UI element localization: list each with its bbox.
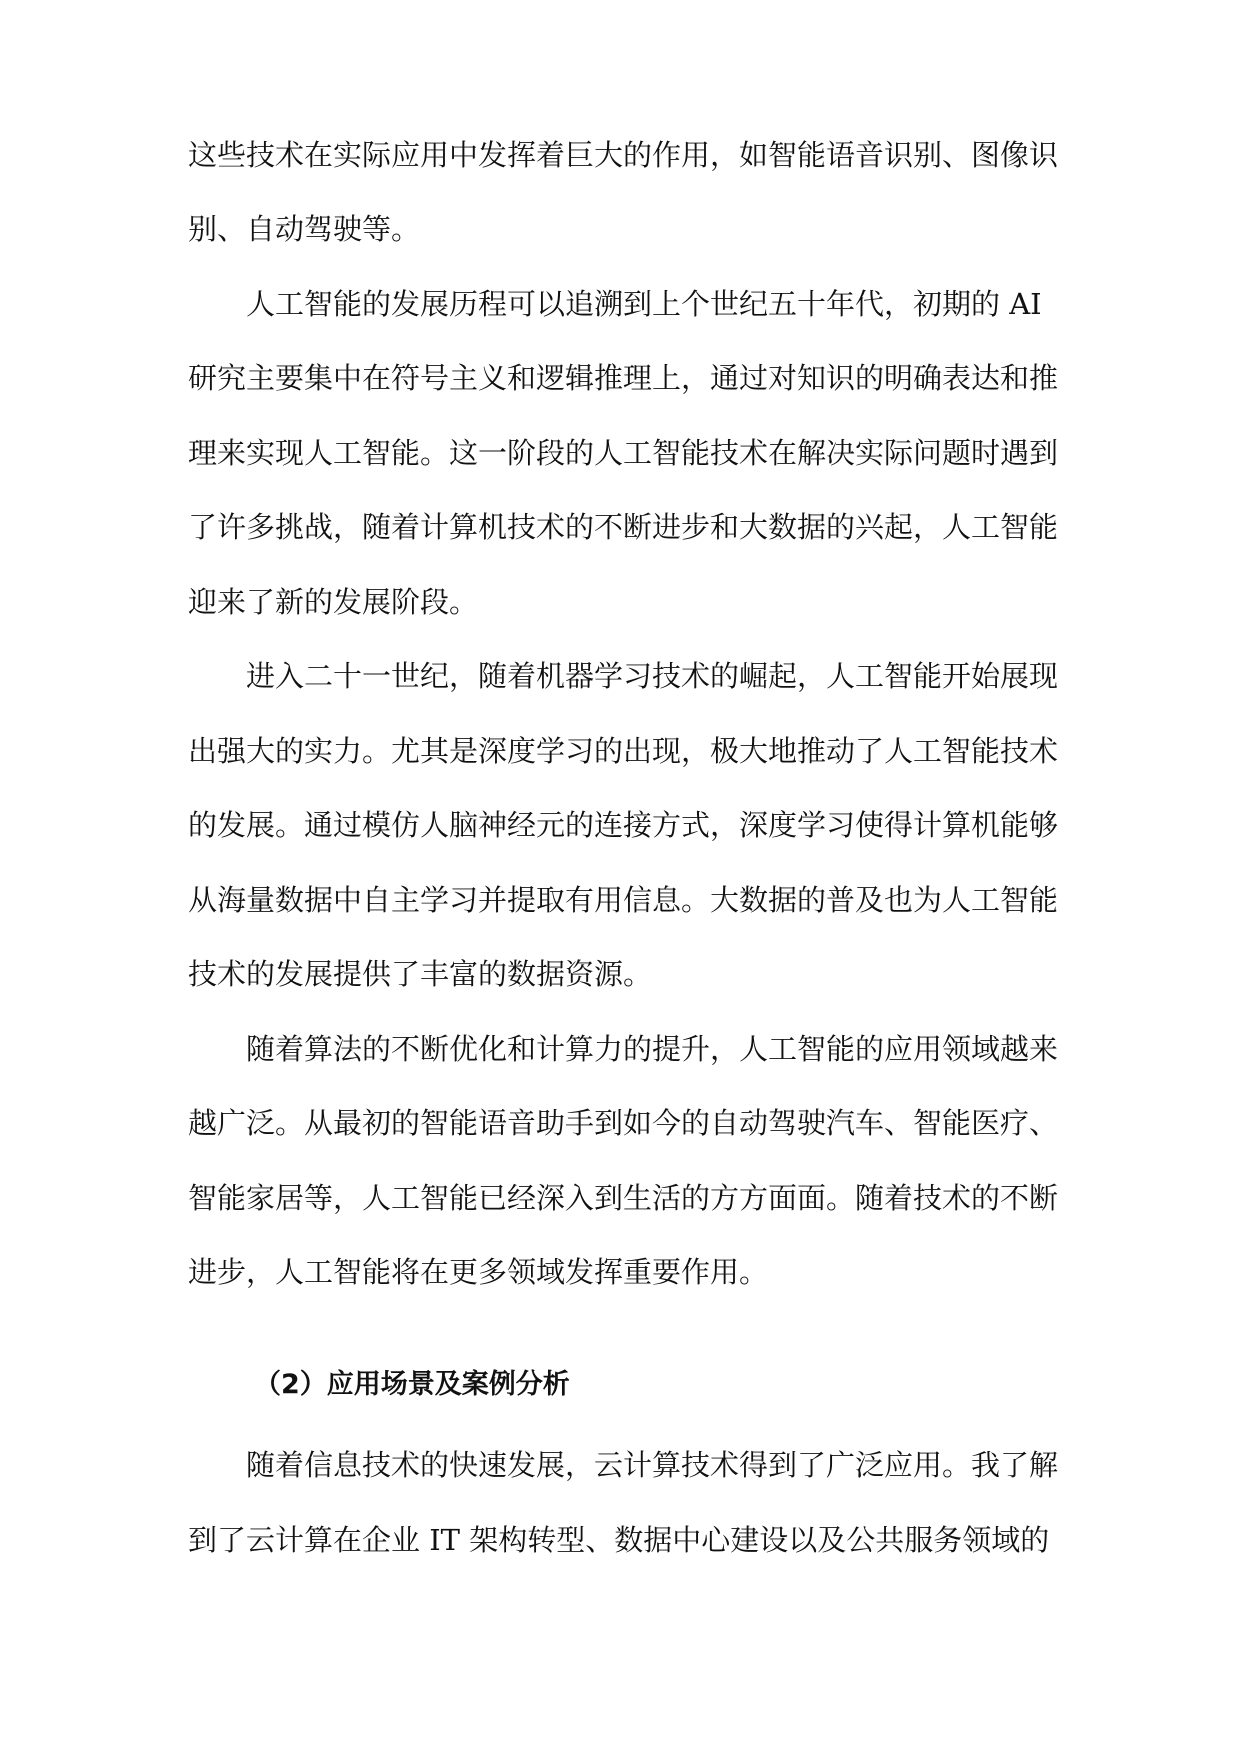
paragraph-2-line-1: 人工智能的发展历程可以追溯到上个世纪五十年代，初期的 AI [246,287,1042,321]
paragraph-4-line-2: 越广泛。从最初的智能语音助手到如今的自动驾驶汽车、智能医疗、 [188,1106,1059,1140]
paragraph-3-line-3: 的发展。通过模仿人脑神经元的连接方式，深度学习使得计算机能够 [188,808,1059,842]
paragraph-3-line-5: 技术的发展提供了丰富的数据资源。 [188,957,653,991]
paragraph-3-line-1: 进入二十一世纪，随着机器学习技术的崛起，人工智能开始展现 [246,659,1059,693]
section-heading: （2）应用场景及案例分析 [254,1369,570,1400]
paragraph-3-line-2: 出强大的实力。尤其是深度学习的出现，极大地推动了人工智能技术 [188,734,1059,768]
paragraph-4-line-3: 智能家居等，人工智能已经深入到生活的方方面面。随着技术的不断 [188,1181,1059,1215]
paragraph-2-line-3: 理来实现人工智能。这一阶段的人工智能技术在解决实际问题时遇到 [188,436,1059,470]
final-paragraph-line-2: 到了云计算在企业 IT 架构转型、数据中心建设以及公共服务领域的 [188,1523,1050,1557]
final-paragraph-line-1: 随着信息技术的快速发展，云计算技术得到了广泛应用。我了解 [246,1448,1059,1482]
paragraph-3-line-4: 从海量数据中自主学习并提取有用信息。大数据的普及也为人工智能 [188,883,1059,917]
paragraph-4-line-1: 随着算法的不断优化和计算力的提升，人工智能的应用领域越来 [246,1032,1059,1066]
paragraph-1-line-1: 这些技术在实际应用中发挥着巨大的作用，如智能语音识别、图像识 [188,138,1059,172]
paragraph-4-line-4: 进步，人工智能将在更多领域发挥重要作用。 [188,1255,769,1289]
paragraph-2-line-5: 迎来了新的发展阶段。 [188,585,479,619]
paragraph-2-line-4: 了许多挑战，随着计算机技术的不断进步和大数据的兴起，人工智能 [188,510,1059,544]
paragraph-1-line-2: 别、自动驾驶等。 [188,212,421,246]
paragraph-2-line-2: 研究主要集中在符号主义和逻辑推理上，通过对知识的明确表达和推 [188,361,1059,395]
